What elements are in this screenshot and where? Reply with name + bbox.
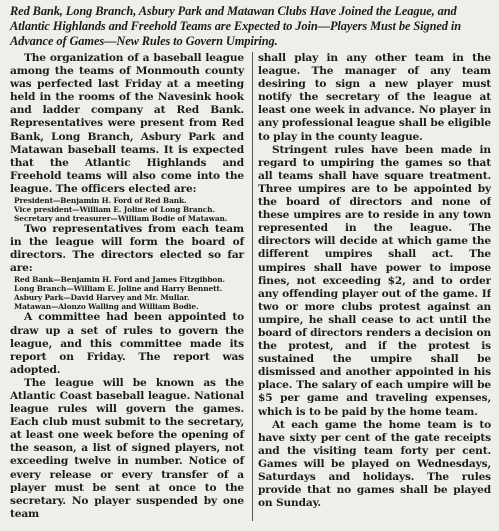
left-column xyxy=(10,52,250,521)
article-columns xyxy=(10,52,491,521)
officers-list xyxy=(10,196,244,223)
officer-item: President—Benjamin H. Ford of Red Bank. xyxy=(14,196,187,206)
headline: Red Bank, Long Branch, Asbury Park and Matawan Clubs Have Joined the League, and Atlantic Highlands and Freehold Teams are Expected to Join—Players Must be Signed in Advance of Games—New Rules to Govern Umpiring. xyxy=(10,4,462,48)
directors-list xyxy=(10,275,244,311)
right-paragraph-3: At each game the home team is to have sixty per cent of the gate receipts and the visiting team forty per cent. Games will be played on Wednesdays, Saturdays and holidays. The rules provide that no games shall be played on Sunday. xyxy=(257,418,491,510)
left-paragraph-4: The league will be known as the Atlantic Coast baseball league. National league rules will govern the games. Each club must submit to the secretary, at least one week before the opening of the season, a list of signed players, not exceeding twelve in number. Notice of every release or every transfer of a player must be sent at once to the secretary. No player suspended by one team xyxy=(10,376,244,520)
director-item: Red Bank—Benjamin H. Ford and James Fitzgibbon. xyxy=(14,275,225,285)
director-item: Matawan—Alonzo Walling and William Bodie. xyxy=(14,302,199,312)
officer-item: Secretary and treasurer—William Bodie of Matawan. xyxy=(14,214,228,224)
left-paragraph-3: A committee had been appointed to draw up a set of rules to govern the league, and this committee made its report on Friday. The report was adopted. xyxy=(10,311,244,376)
director-item: Asbury Park—David Harvey and Mr. Mullar. xyxy=(14,293,190,303)
left-paragraph-2: Two representatives from each team in the league will form the board of directors. The directors elected so far are: xyxy=(10,223,244,275)
right-paragraph-1: shall play in any other team in the league. The manager of any team desiring to sign a new player must notify the secretary of the league at least one week in advance. No player in any professional league shall be eligible to play in the county league. xyxy=(257,52,491,143)
left-paragraph-1: The organization of a baseball league among the teams of Monmouth county was perfected last Friday at a meeting held in the rooms of the Navesink hook and ladder company at Red Bank. Representatives were present from Red Bank, Long Branch, Asbury Park and Matawan baseball teams. It is expected that the Atlantic Highlands and Freehold teams will also come into the league. The officers elected are: xyxy=(10,52,244,195)
right-column xyxy=(258,52,491,510)
column-rule xyxy=(252,52,253,521)
officer-item: Vice president—William E. Joline of Long Branch. xyxy=(14,205,215,215)
director-item: Long Branch—William E. Joline and Harry Bennett. xyxy=(14,284,223,294)
right-paragraph-2: Stringent rules have been made in regard to umpiring the games so that all teams shall have square treatment. Three umpires are to be appointed by the board of directors and none of these umpires are to reside in any town represented in the league. The directors will decide at which game the different umpires shall act. The umpires shall have power to impose fines, not exceeding $2, and to order any offending player out of the game. If two or more clubs protest against an umpire, he shall cease to act until the board of directors renders a decision on the protest, and if the protest is sustained the umpire shall be dismissed and another appointed in his place. The salary of each umpire will be $5 per game and traveling expenses, which is to be paid by the home team. xyxy=(257,143,491,418)
